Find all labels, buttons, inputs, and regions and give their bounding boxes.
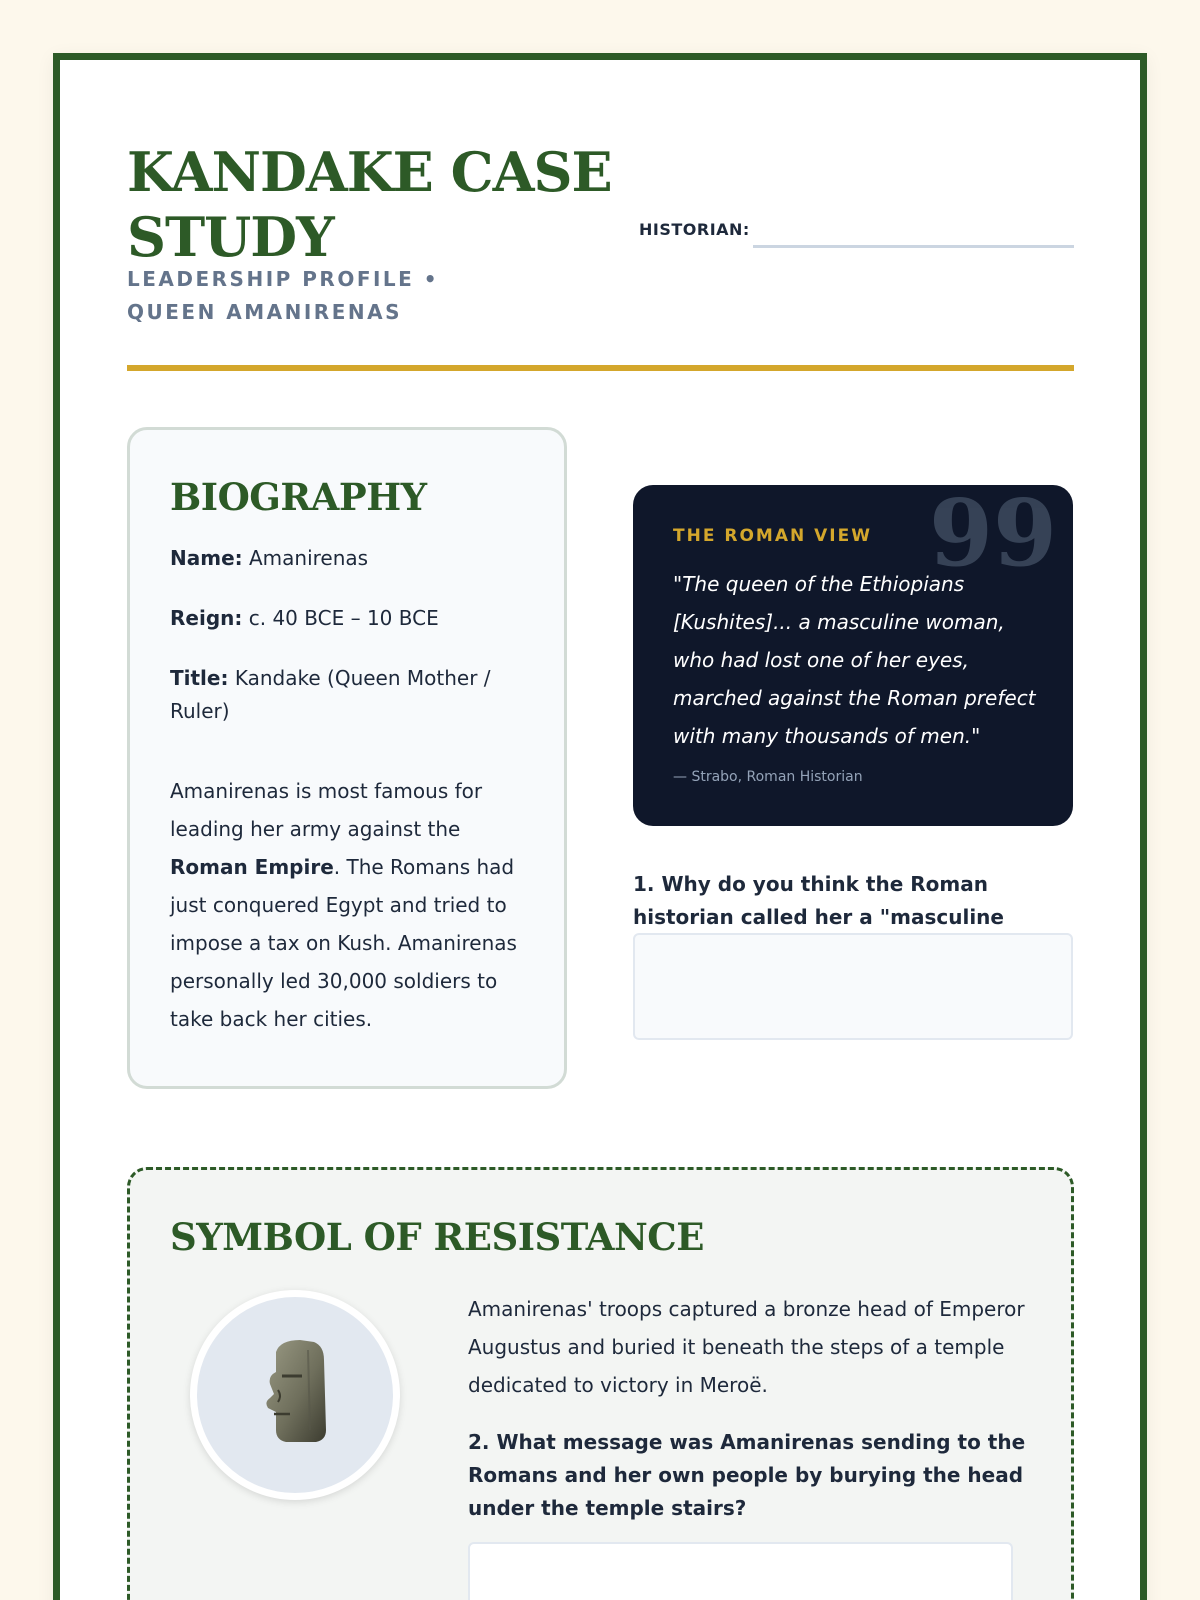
answer-box-1[interactable] <box>633 933 1073 1040</box>
historian-name-field[interactable] <box>753 245 1074 248</box>
page-title: KANDAKE CASE STUDY <box>127 140 612 269</box>
answer-box-2[interactable] <box>468 1542 1013 1600</box>
fact-name-value: Amanirenas <box>249 546 369 570</box>
bronze-head-icon <box>190 1290 400 1500</box>
worksheet-page <box>53 53 1147 1600</box>
fact-title-value: Kandake (Queen Mother / Ruler) <box>170 666 491 723</box>
biography-heading: BIOGRAPHY <box>170 475 427 519</box>
fact-title-label: Title: <box>170 666 229 690</box>
biography-card <box>127 427 567 1089</box>
roman-view-quote: "The queen of the Ethiopians [Kushites]... a masculine woman, who had lost one of her eyes, marched against the Roman prefect with many thousands of men." <box>673 572 1036 748</box>
historian-label: HISTORIAN: <box>639 220 750 239</box>
resistance-paragraph: Amanirenas' troops captured a bronze head of Emperor Augustus and buried it beneath the steps of a temple dedicated to victory in Meroë. <box>468 1297 1025 1397</box>
artifact-image-frame <box>190 1290 400 1500</box>
roman-view-source: — Strabo, Roman Historian <box>673 769 863 785</box>
biography-para-start: Amanirenas is most famous for leading her army against the <box>170 779 483 841</box>
header-divider <box>127 365 1074 371</box>
roman-view-card <box>633 485 1073 826</box>
biography-para-bold: Roman Empire <box>170 855 334 879</box>
fact-reign-value: c. 40 BCE – 10 BCE <box>248 606 439 630</box>
question-1: 1. Why do you think the Roman historian called her a "masculine <box>633 872 1004 929</box>
fact-reign-label: Reign: <box>170 606 243 630</box>
question-2: 2. What message was Amanirenas sending to the Romans and her own people by burying the head under the temple stairs? <box>468 1430 1026 1520</box>
fact-name <box>170 542 524 575</box>
quote-mark-icon: 99 <box>928 485 1057 587</box>
fact-title <box>170 662 524 728</box>
fact-name-label: Name: <box>170 546 243 570</box>
biography-para-end: . The Romans had just conquered Egypt and tried to impose a tax on Kush. Amanirenas personally led 30,000 soldiers to take back her cities. <box>170 855 517 1031</box>
biography-paragraph <box>170 772 524 1038</box>
resistance-section <box>127 1167 1074 1600</box>
fact-reign <box>170 602 524 635</box>
page-subtitle: LEADERSHIP PROFILE • QUEEN AMANIRENAS <box>127 267 440 324</box>
resistance-heading: SYMBOL OF RESISTANCE <box>170 1215 704 1259</box>
roman-view-label: THE ROMAN VIEW <box>673 526 872 546</box>
